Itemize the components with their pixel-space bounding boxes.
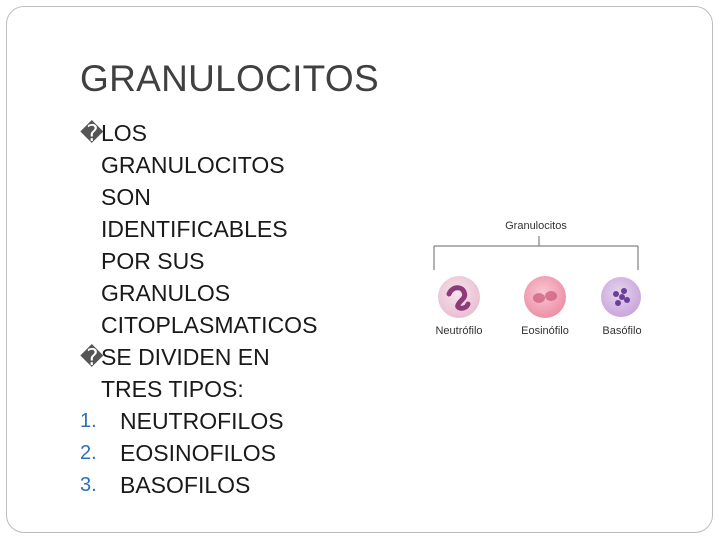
bullet-line: TRES TIPOS: — [101, 376, 244, 402]
bullet-list — [80, 117, 400, 501]
neutrophil-cell-image — [436, 274, 482, 320]
list-number: 1. — [80, 410, 97, 432]
bullet-line: GRANULOS — [101, 280, 231, 306]
bullet-line: SON — [101, 184, 151, 210]
numbered-item-eosinofilos — [80, 437, 400, 469]
bullet-line: POR SUS — [101, 248, 205, 274]
list-number: 2. — [80, 442, 97, 464]
eosinophil-cell-image — [522, 274, 568, 320]
slide-title: GRANULOCITOS — [80, 58, 379, 99]
bullet-line: IDENTIFICABLES — [101, 216, 288, 242]
bullet-line: CITOPLASMATICOS — [101, 312, 318, 338]
list-item-text: BASOFILOS — [120, 472, 251, 498]
bullet-marker-icon: � — [80, 120, 104, 146]
numbered-item-basofilos — [80, 469, 400, 501]
figure-title: Granulocitos — [505, 220, 567, 232]
list-item-text: NEUTROFILOS — [120, 408, 284, 434]
granulocytes-figure — [430, 216, 642, 346]
bullet-line: SE DIVIDEN EN — [101, 344, 270, 370]
list-number: 3. — [80, 474, 97, 496]
bullet-item-identificables — [80, 117, 400, 341]
bracket-connector — [430, 216, 642, 276]
eosinophil-label: Eosinófilo — [521, 325, 569, 337]
bullet-line: GRANULOCITOS — [101, 152, 285, 178]
numbered-item-neutrofilos — [80, 405, 400, 437]
basophil-cell-image — [598, 274, 644, 320]
bullet-marker-icon: � — [80, 344, 104, 370]
neutrophil-label: Neutrófilo — [435, 325, 483, 337]
bullet-item-tipos — [80, 341, 400, 405]
bullet-line: LOS — [101, 120, 148, 146]
list-item-text: EOSINOFILOS — [120, 440, 276, 466]
basophil-label: Basófilo — [602, 325, 642, 337]
